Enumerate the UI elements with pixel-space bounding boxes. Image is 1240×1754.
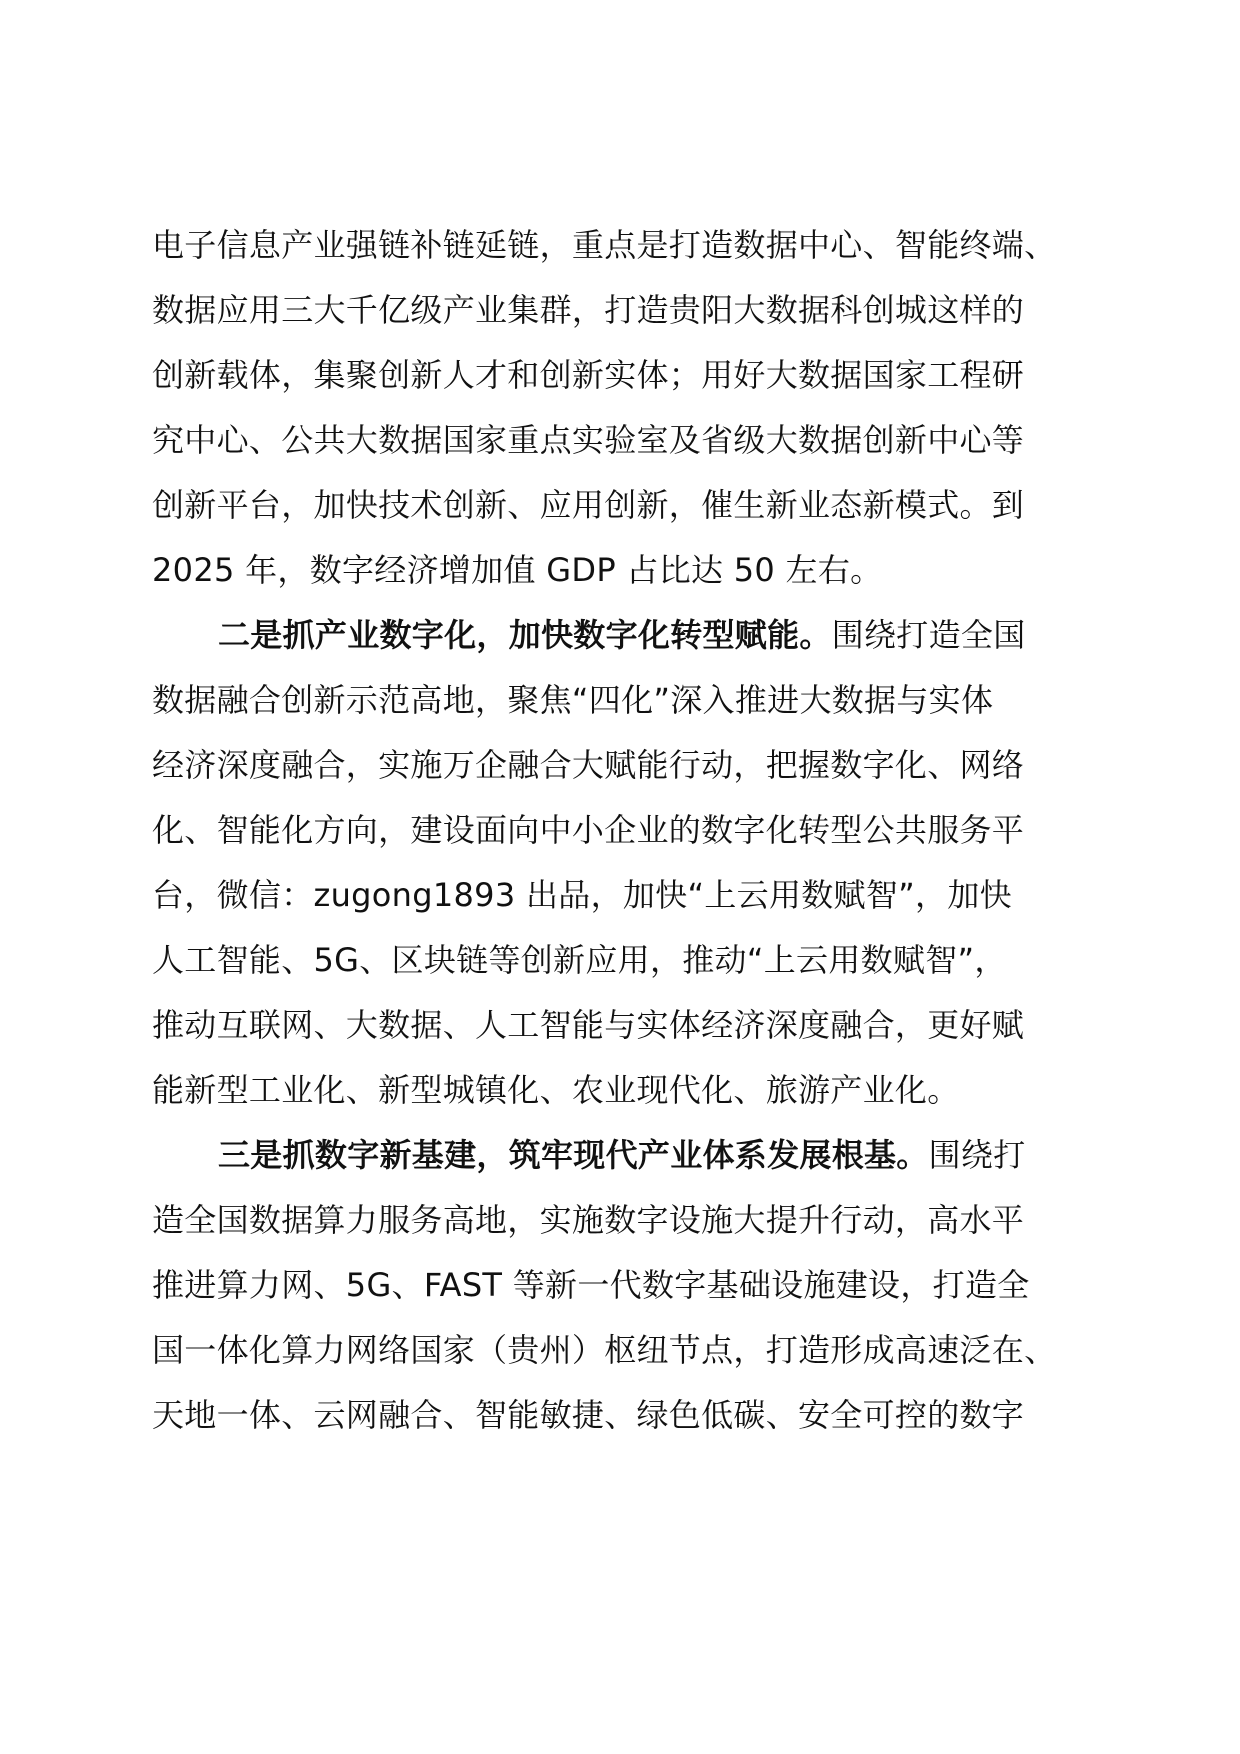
- text-line: [152, 1123, 1088, 1188]
- text-line: 2025 年，数字经济增加值 GDP 占比达 50 左右。: [152, 551, 883, 589]
- text-line: 台，微信：zugong1893 出品，加快“上云用数赋智”，加快: [152, 876, 1012, 914]
- text-line: 人工智能、5G、区块链等创新应用，推动“上云用数赋智”，: [152, 941, 1007, 979]
- text-line: [152, 603, 1088, 668]
- text-run: 围绕打造全国: [831, 616, 1026, 654]
- text-line: 究中心、公共大数据国家重点实验室及省级大数据创新中心等: [152, 421, 1025, 459]
- text-line: 国一体化算力网络国家（贵州）枢纽节点，打造形成高速泛在、: [152, 1331, 1057, 1369]
- text-line: 能新型工业化、新型城镇化、农业现代化、旅游产业化。: [152, 1071, 960, 1109]
- text-line: 化、智能化方向，建设面向中小企业的数字化转型公共服务平: [152, 811, 1025, 849]
- paragraph-2: [152, 603, 1088, 1123]
- text-run: 围绕打: [928, 1136, 1026, 1174]
- text-line: 造全国数据算力服务高地，实施数字设施大提升行动，高水平: [152, 1201, 1025, 1239]
- body-text: [152, 213, 1088, 1448]
- text-line: 数据应用三大千亿级产业集群，打造贵阳大数据科创城这样的: [152, 291, 1025, 329]
- text-line: 创新载体，集聚创新人才和创新实体；用好大数据国家工程研: [152, 356, 1025, 394]
- text-line: 经济深度融合，实施万企融合大赋能行动，把握数字化、网络: [152, 746, 1025, 784]
- text-line: 推动互联网、大数据、人工智能与实体经济深度融合，更好赋: [152, 1006, 1025, 1044]
- text-line: 电子信息产业强链补链延链，重点是打造数据中心、智能终端、: [152, 226, 1057, 264]
- text-line: 数据融合创新示范高地，聚焦“四化”深入推进大数据与实体: [152, 681, 994, 719]
- text-line: 天地一体、云网融合、智能敏捷、绿色低碳、安全可控的数字: [152, 1396, 1025, 1434]
- text-line: 创新平台，加快技术创新、应用创新，催生新业态新模式。到: [152, 486, 1025, 524]
- paragraph-heading: 三是抓数字新基建，筑牢现代产业体系发展根基。: [218, 1136, 929, 1174]
- text-line: 推进算力网、5G、FAST 等新一代数字基础设施建设，打造全: [152, 1266, 1030, 1304]
- paragraph-3: [152, 1123, 1088, 1448]
- paragraph-heading: 二是抓产业数字化，加快数字化转型赋能。: [218, 616, 832, 654]
- paragraph-1: [152, 213, 1088, 603]
